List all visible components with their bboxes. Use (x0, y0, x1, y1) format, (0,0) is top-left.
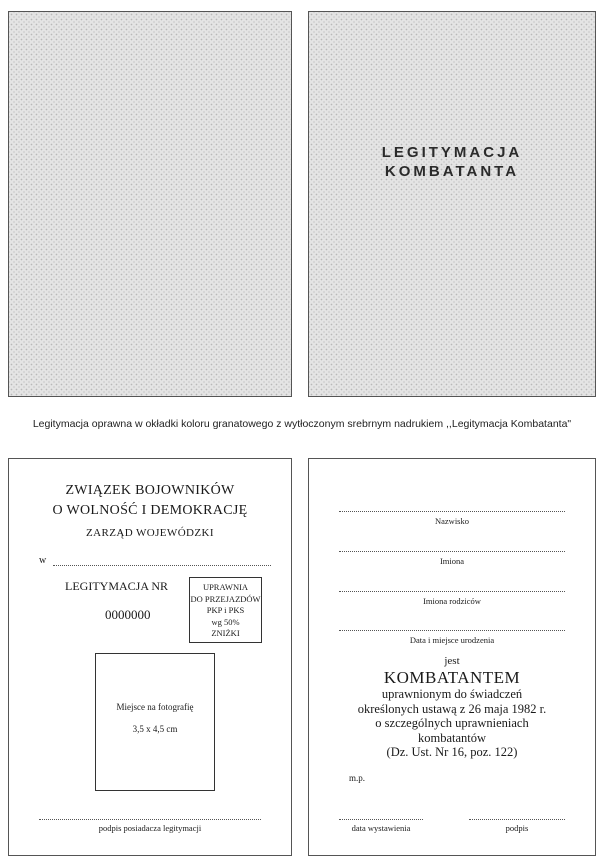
cover-title-line1: LEGITYMACJA (381, 144, 523, 161)
stamp-line5: ZNIŻKI (211, 628, 240, 638)
org-name-line1: ZWIĄZEK BOJOWNIKÓW (65, 483, 235, 498)
discount-stamp (189, 577, 262, 643)
cover-title (309, 143, 595, 181)
back-cover (8, 11, 292, 397)
id-label: LEGITYMACJA NR (65, 579, 169, 593)
photo-box (95, 653, 215, 791)
surname-line (339, 511, 565, 512)
statement-line1: uprawnionym do świadczeń (381, 687, 523, 701)
stamp-line3: PKP i PKS (206, 605, 245, 615)
birth-label: Data i miejsce urodzenia (409, 635, 495, 645)
board-name: ZARZĄD WOJEWÓDZKI (86, 527, 214, 539)
w-field-line (53, 565, 271, 566)
birth-line (339, 630, 565, 631)
jest-text: jest (444, 655, 460, 667)
kombatantem-title: KOMBATANTEM (383, 668, 521, 687)
statement-line5: (Dz. Ust. Nr 16, poz. 122) (386, 745, 518, 759)
stamp-line1: UPRAWNIA (202, 582, 249, 592)
names-line (339, 551, 565, 552)
names-label: Imiona (439, 556, 465, 566)
inner-left-page (8, 458, 292, 856)
statement-line2: określonych ustawą z 26 maja 1982 r. (357, 701, 547, 716)
cover-title-line2: KOMBATANTA (384, 163, 520, 180)
signature-line (469, 819, 565, 820)
signature-label: podpis (505, 823, 529, 833)
holder-signature-label: podpis posiadacza legitymacji (98, 823, 202, 833)
statement-line4: kombatantów (417, 730, 487, 745)
stamp-line4: wg 50% (211, 616, 240, 627)
cover-caption: Legitymacja oprawna w okładki koloru granatowego z wytłoczonym srebrnym nadrukiem ,,Legitymacja Kombatanta" (32, 418, 572, 430)
org-name-line2: O WOLNOŚĆ I DEMOKRACJĘ (52, 503, 248, 518)
statement (309, 687, 595, 760)
photo-size: 3,5 x 4,5 cm (132, 724, 178, 734)
parents-label: Imiona rodziców (423, 596, 481, 606)
id-number: 0000000 (105, 607, 151, 622)
issue-date-line (339, 819, 423, 820)
inner-right-page (308, 458, 596, 856)
mp-label: m.p. (349, 773, 366, 783)
photo-label: Miejsce na fotografię (116, 702, 194, 712)
w-label: w (39, 555, 47, 566)
org-name (9, 481, 291, 521)
holder-signature-line (39, 819, 261, 820)
statement-line3: o szczególnych uprawnieniach (375, 716, 529, 730)
front-cover (308, 11, 596, 397)
stamp-line2: DO PRZEJAZDÓW (190, 593, 261, 604)
parents-line (339, 591, 565, 592)
surname-label: Nazwisko (435, 516, 469, 526)
issue-date-label: data wystawienia (351, 823, 411, 833)
